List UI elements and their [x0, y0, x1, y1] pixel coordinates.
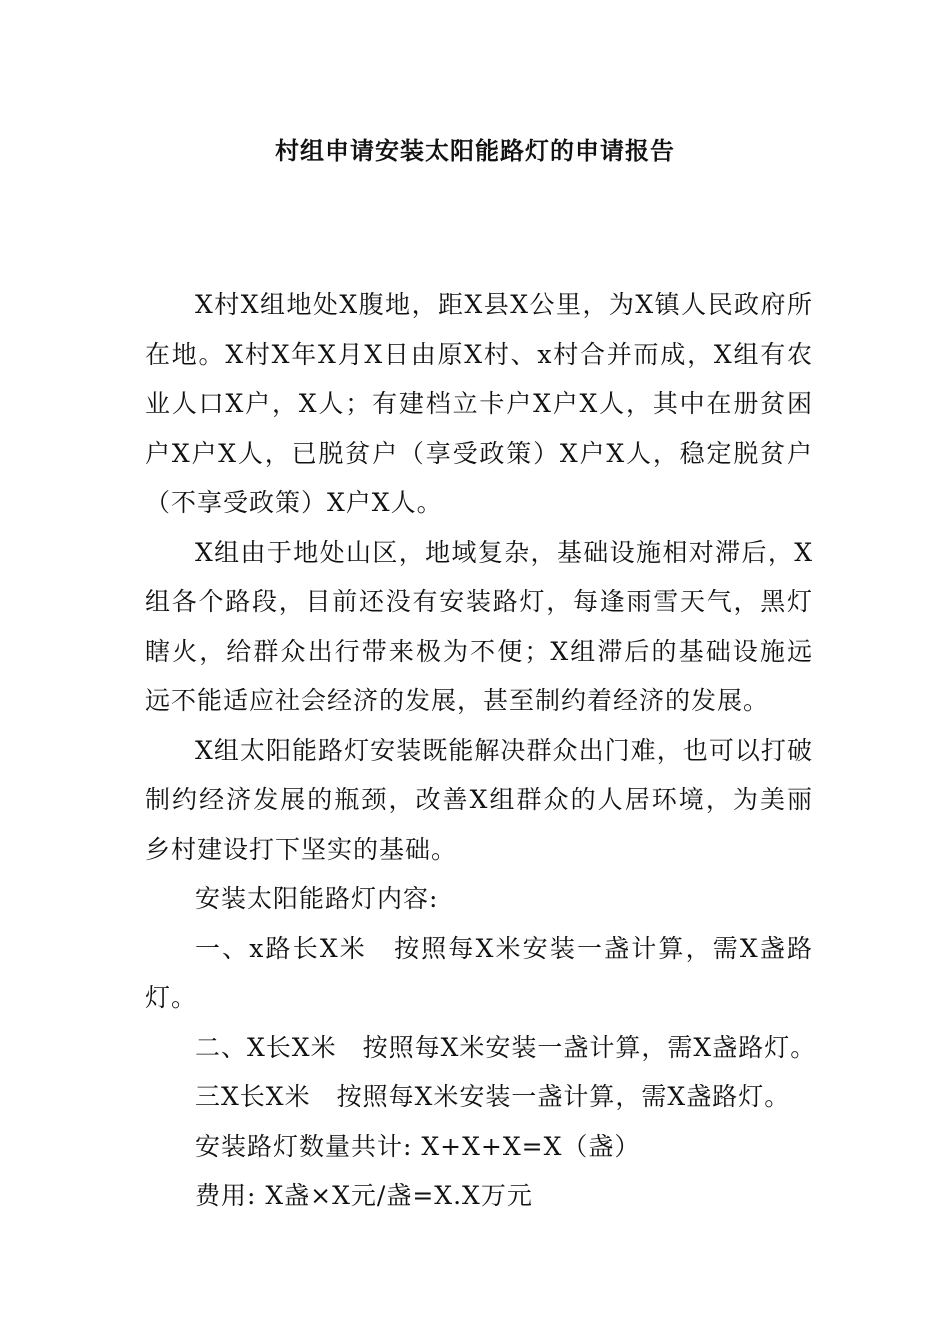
paragraph-cost: 费用: X盏×X元/盏=X.X万元 — [195, 1181, 533, 1210]
paragraph-village-overview: X村X组地处X腹地，距X县X公里，为X镇人民政府所在地。X村X年X月X日由原X村、x村合并而成，X组有农业人口X户，X人；有建档立卡户X户X人，其中在册贫困户X户X人，已脱贫户（享受政策）X户X人，稳定脱贫户（不享受政策）X户X人。 — [145, 290, 813, 517]
paragraph-project-benefit: X组太阳能路灯安装既能解决群众出门难，也可以打破制约经济发展的瓶颈，改善X组群众的人居环境，为美丽乡村建设打下坚实的基础。 — [145, 735, 813, 864]
paragraph-total-lamps: 安装路灯数量共计: X+X+X=X（盏） — [195, 1131, 641, 1161]
paragraph-road-item-2: 二、X长X米 按照每X米安装一盏计算，需X盏路灯。 — [195, 1032, 817, 1062]
paragraph-road-item-1: 一、x路长X米 按照每X米安装一盏计算，需X盏路灯。 — [145, 933, 813, 1012]
paragraph-road-item-3: 三X长X米 按照每X米安装一盏计算，需X盏路灯。 — [195, 1082, 791, 1111]
document-body — [145, 280, 817, 1221]
paragraph-infrastructure-problem: X组由于地处山区，地域复杂，基础设施相对滞后，X组各个路段，目前还没有安装路灯，每逢雨雪天气，黑灯瞎火，给群众出行带来极为不便；X组滞后的基础设施远远不能适应社会经济的发展，甚至制约着经济的发展。 — [145, 537, 813, 715]
paragraph-install-content-heading: 安装太阳能路灯内容: — [195, 884, 439, 913]
document-title: 村组申请安装太阳能路灯的申请报告 — [275, 137, 675, 165]
